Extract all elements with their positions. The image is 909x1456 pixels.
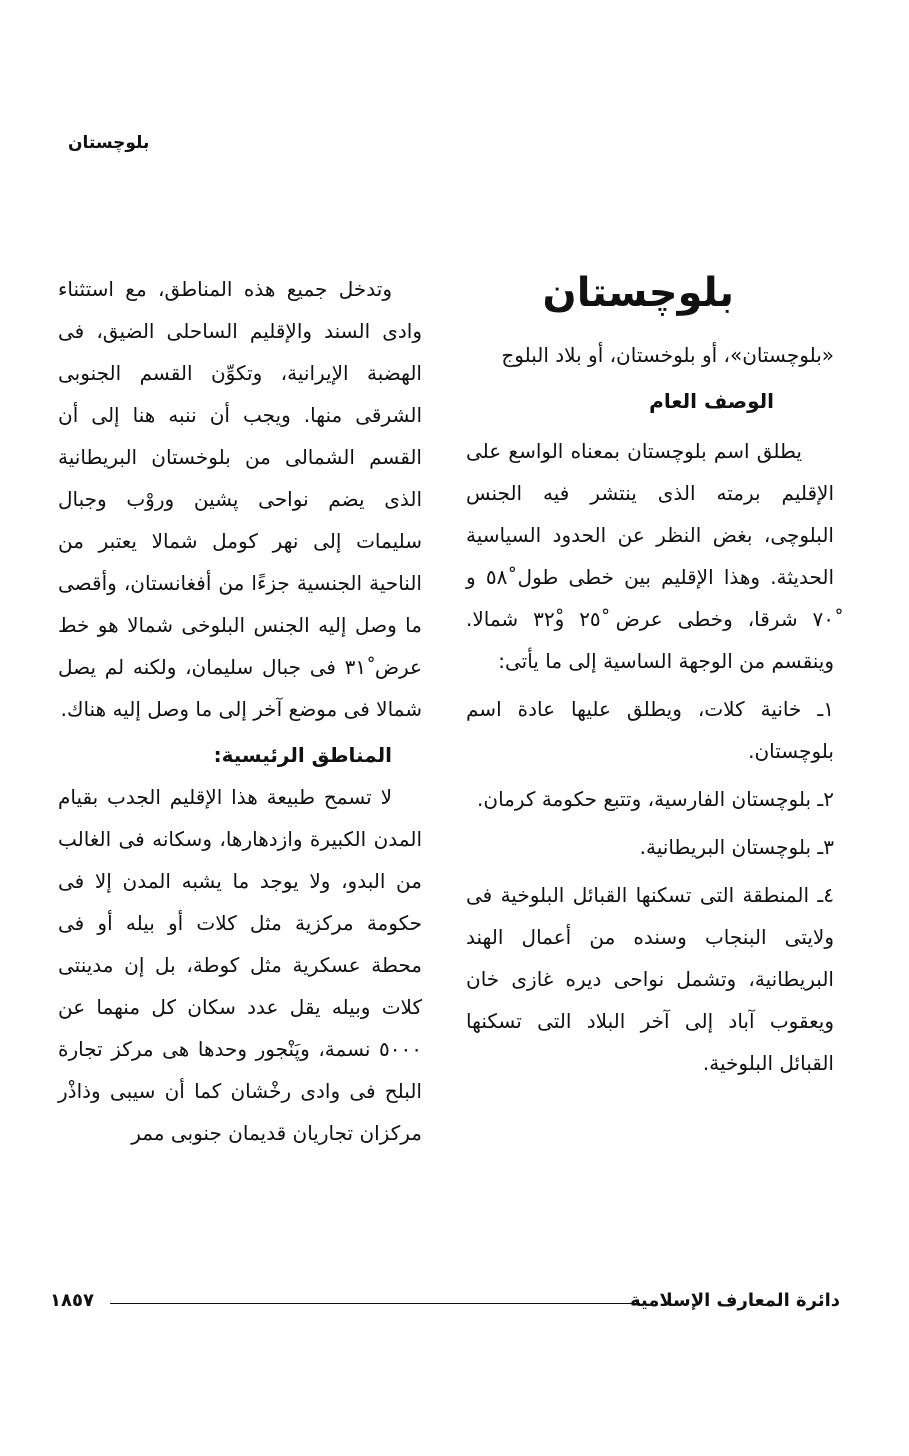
list-item: ٣ـ بلوچستان البريطانية. [639, 835, 834, 859]
section-heading-general: الوصف العام [649, 389, 774, 413]
page-number: ١٨٥٧ [50, 1290, 94, 1311]
left-column [58, 268, 422, 1154]
running-head: بلوچستان [68, 133, 150, 153]
right-column [466, 262, 834, 1084]
article-title: بلوچستان [542, 270, 734, 316]
list-item: ٢ـ بلوچستان الفارسية، وتتبع حكومة كرمان. [477, 787, 834, 811]
section-heading-main-regions: المناطق الرئيسية: [213, 743, 392, 767]
article-subtitle: «بلوچستان»، أو بلوخستان، أو بلاد البلوج [501, 343, 834, 367]
paragraph-regions: وتدخل جميع هذه المناطق، مع استثناء وادى السند والإقليم الساحلى الضيق، فى الهضبة الإيرانية، وتكوِّن القسم الجنوبى الشرقى منها. ويجب أن ننبه هنا إلى أن القسم الشمالى من بلوخستان البريطانية الذى يضم نواحى پشين وروْب وجبال سليمات إلى نهر كومل شمالا يعتبر من الناحية الجنسية جزءًا من أفغانستان، وأقصى ما وصل إليه الجنس البلوخى شمالا هو خط عرض ٣١ْ فى جبال سليمان، ولكنه لم يصل شمالا فى موضع آخر إلى ما وصل إليه هناك. [58, 277, 422, 721]
list-item: ١ـ خانية كلات، ويطلق عليها عادة اسم بلوچستان. [466, 697, 834, 763]
footer-rule [110, 1303, 640, 1304]
list-item: ٤ـ المنطقة التى تسكنها القبائل البلوخية فى ولايتى البنجاب وسنده من أعمال الهند البريطانية، وتشمل نواحى ديره غازى خان ويعقوب آباد إلى آخر البلاد التى تسكنها القبائل البلوخية. [466, 883, 834, 1075]
paragraph-cities: لا تسمح طبيعة هذا الإقليم الجدب بقيام المدن الكبيرة وازدهارها، وسكانه فى الغالب من البدو، ولا يوجد ما يشبه المدن إلا فى حكومة مركزية مثل كلات أو بيله أو فى محطة عسكرية مثل كوطة، بل إن مدينتى كلات وبيله يقل عدد سكان كل منهما عن ٥٠٠٠ نسمة، وپَنْجور وحدها هى مركز تجارة البلح فى وادى رخْشان كما أن سيبى وذاذْر مركزان تجاريان قديمان جنوبى ممر [58, 785, 422, 1145]
footer-publication-title: دائرة المعارف الإسلامية [629, 1290, 840, 1311]
page-footer [50, 1290, 840, 1320]
paragraph-general: يطلق اسم بلوچستان بمعناه الواسع على الإقليم برمته الذى ينتشر فيه الجنس البلوچى، بغض النظر عن الحدود السياسية الحديثة. وهذا الإقليم بين خطى طول ٥٨ْ و ٧٠ْ شرقا، وخطى عرض ٢٥ْ و٣٢ْ شمالا. وينقسم من الوجهة الساسية إلى ما يأتى: [466, 439, 835, 673]
